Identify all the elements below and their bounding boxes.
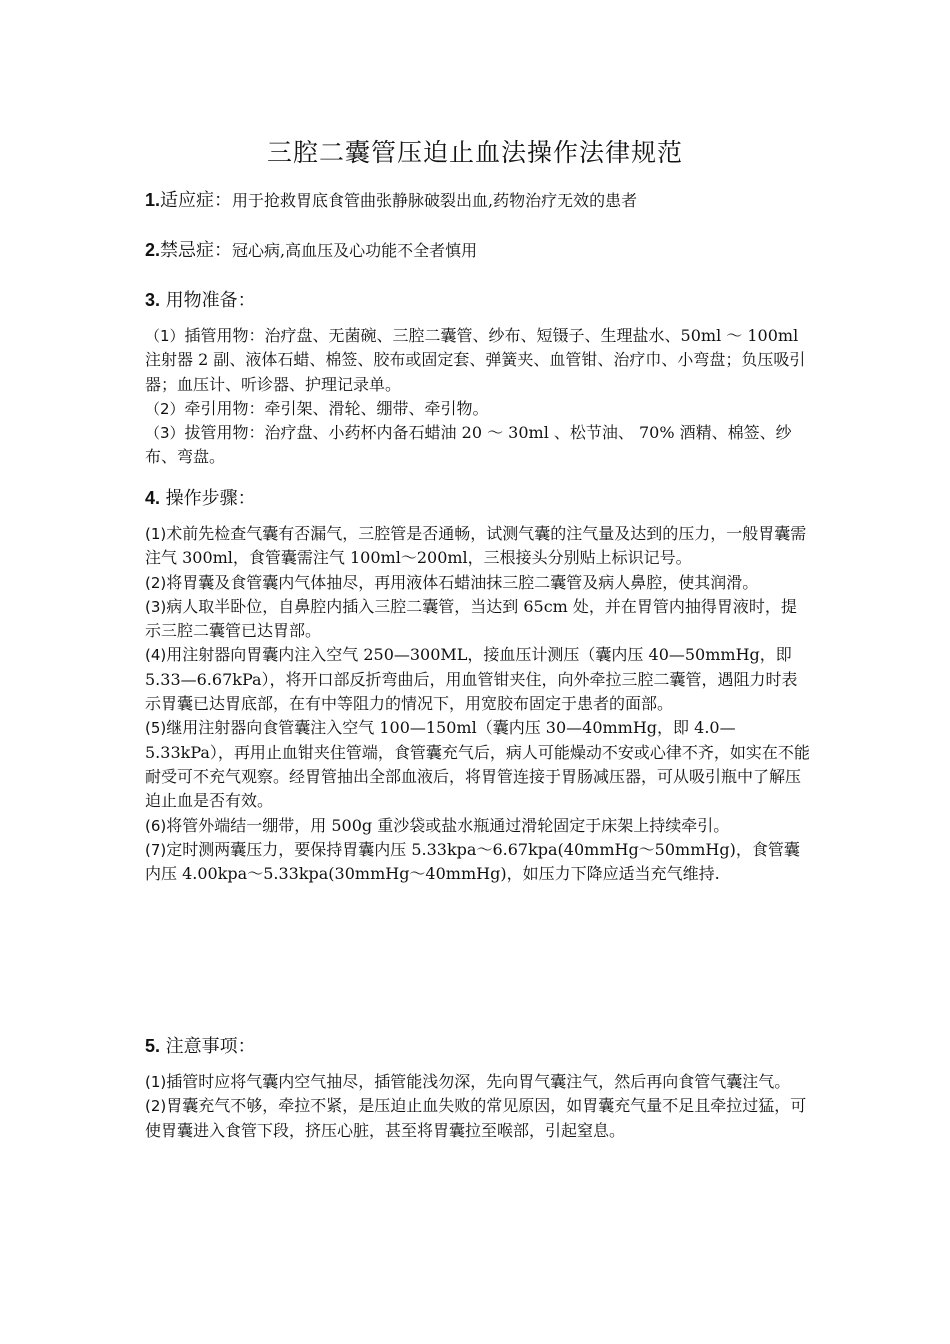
supplies-heading-line <box>145 287 810 314</box>
step-item <box>145 522 810 571</box>
step-item <box>145 716 810 813</box>
steps-list <box>145 522 810 886</box>
supplies-item-text: 拔管用物：治疗盘、小药杯内备石蜡油 20 ～ 30ml 、松节油、 70% 酒精、棉签、纱布、弯盘。 <box>145 423 792 467</box>
contraindications-heading: 禁忌症： <box>160 240 233 261</box>
step-item-text: 用注射器向胃囊内注入空气 250—300ML，接血压计测压（囊内压 40—50mmHg，即 5.33—6.67kPa），将开口部反折弯曲后，用血管钳夹住，向外牵拉三腔二囊管，遇阻力时表示胃囊已达胃底部，在有中等阻力的情况下，用宽胶布固定于患者的面部。 <box>145 645 798 714</box>
supplies-heading: 用物准备： <box>165 290 256 311</box>
supplies-item-mark: （1） <box>145 327 185 345</box>
supplies-item-text: 牵引用物：牵引架、滑轮、绷带、牵引物。 <box>184 398 489 418</box>
steps-number: 4. <box>145 488 161 508</box>
step-item-text: 病人取半卧位，自鼻腔内插入三腔二囊管，当达到 65cm 处，并在胃管内抽得胃液时，提示三腔二囊管已达胃部。 <box>145 596 797 641</box>
step-item-text: 继用注射器向食管囊注入空气 100—150ml（囊内压 30—40mmHg，即 4.0—5.33kPa），再用止血钳夹住管端，食管囊充气后，病人可能燥动不安或心律不齐，如实在不能耐受可不充气观察。经胃管抽出全部血液后，将胃管连接于胃肠减压器，可从吸引瓶中了解压迫止血是否有效。 <box>145 718 810 811</box>
note-item-mark: (2) <box>145 1097 167 1116</box>
step-item <box>145 571 810 595</box>
step-item-mark: (1) <box>145 525 167 543</box>
notes-heading: 注意事项： <box>165 1036 256 1057</box>
step-item-text: 术前先检查气囊有否漏气，三腔管是否通畅，试测气囊的注气量及达到的压力，一般胃囊需注气 300ml，食管囊需注气 100ml～200ml，三根接头分别贴上标识记号。 <box>145 524 807 568</box>
indications-text: 用于抢救胃底食管曲张静脉破裂出血,药物治疗无效的患者 <box>232 191 638 210</box>
step-item <box>145 814 810 838</box>
step-item-text: 将管外端结一绷带，用 500g 重沙袋或盐水瓶通过滑轮固定于床架上持续牵引。 <box>166 815 730 835</box>
document-title: 三腔二囊管压迫止血法操作法律规范 <box>266 138 683 167</box>
step-item-text: 定时测两囊压力，要保持胃囊内压 5.33kpa～6.67kpa(40mmHg～50mmHg)，食管囊内压 4.00kpa～5.33kpa(30mmHg～40mmHg)，如压力下降应适当充气维持. <box>145 839 800 884</box>
note-item-mark: (1) <box>145 1073 167 1091</box>
note-item-text: 插管时应将气囊内空气抽尽，插管能浅勿深，先向胃气囊注气，然后再向食管气囊注气。 <box>166 1072 791 1091</box>
step-item-mark: (4) <box>145 646 167 665</box>
steps-heading: 操作步骤： <box>165 488 256 509</box>
notes-number: 5. <box>145 1036 161 1056</box>
contraindications-number: 2. <box>145 240 161 260</box>
contraindications-text: 冠心病,高血压及心功能不全者慎用 <box>232 241 478 260</box>
steps-heading-line <box>145 485 810 512</box>
supplies-item <box>145 421 810 470</box>
indications-number: 1. <box>145 190 161 210</box>
step-item-mark: (5) <box>145 719 167 738</box>
indications-heading: 适应症： <box>160 190 233 211</box>
step-item <box>145 595 810 644</box>
step-item <box>145 643 810 716</box>
notes-list <box>145 1070 810 1143</box>
supplies-list <box>145 324 810 470</box>
note-item <box>145 1070 810 1094</box>
step-item-mark: (2) <box>145 573 167 592</box>
supplies-item <box>145 397 810 421</box>
supplies-number: 3. <box>145 290 161 310</box>
notes-heading-line <box>145 1033 810 1060</box>
supplies-item-mark: （3） <box>145 424 185 443</box>
step-item-text: 将胃囊及食管囊内气体抽尽，再用液体石蜡油抹三腔二囊管及病人鼻腔，使其润滑。 <box>166 572 759 592</box>
note-item-text: 胃囊充气不够，牵拉不紧，是压迫止血失败的常见原因，如胃囊充气量不足且牵拉过猛，可使胃囊进入食管下段，挤压心脏，甚至将胃囊拉至喉部，引起窒息。 <box>145 1096 807 1140</box>
supplies-item-mark: （2） <box>145 399 185 418</box>
supplies-item-text: 插管用物：治疗盘、无菌碗、三腔二囊管、纱布、短镊子、生理盐水、50ml ～ 100ml 注射器 2 副、液体石蜡、棉签、胶布或固定套、弹簧夹、血管钳、治疗巾、小弯盘；负压吸引器；血压计、听诊器、护理记录单。 <box>145 326 806 394</box>
step-item-mark: (7) <box>145 840 167 859</box>
supplies-item <box>145 324 810 397</box>
contraindications-line <box>145 237 810 264</box>
step-item-mark: (6) <box>145 816 167 835</box>
step-item <box>145 838 810 887</box>
note-item <box>145 1094 810 1143</box>
indications-line <box>145 187 810 214</box>
step-item-mark: (3) <box>145 597 167 616</box>
